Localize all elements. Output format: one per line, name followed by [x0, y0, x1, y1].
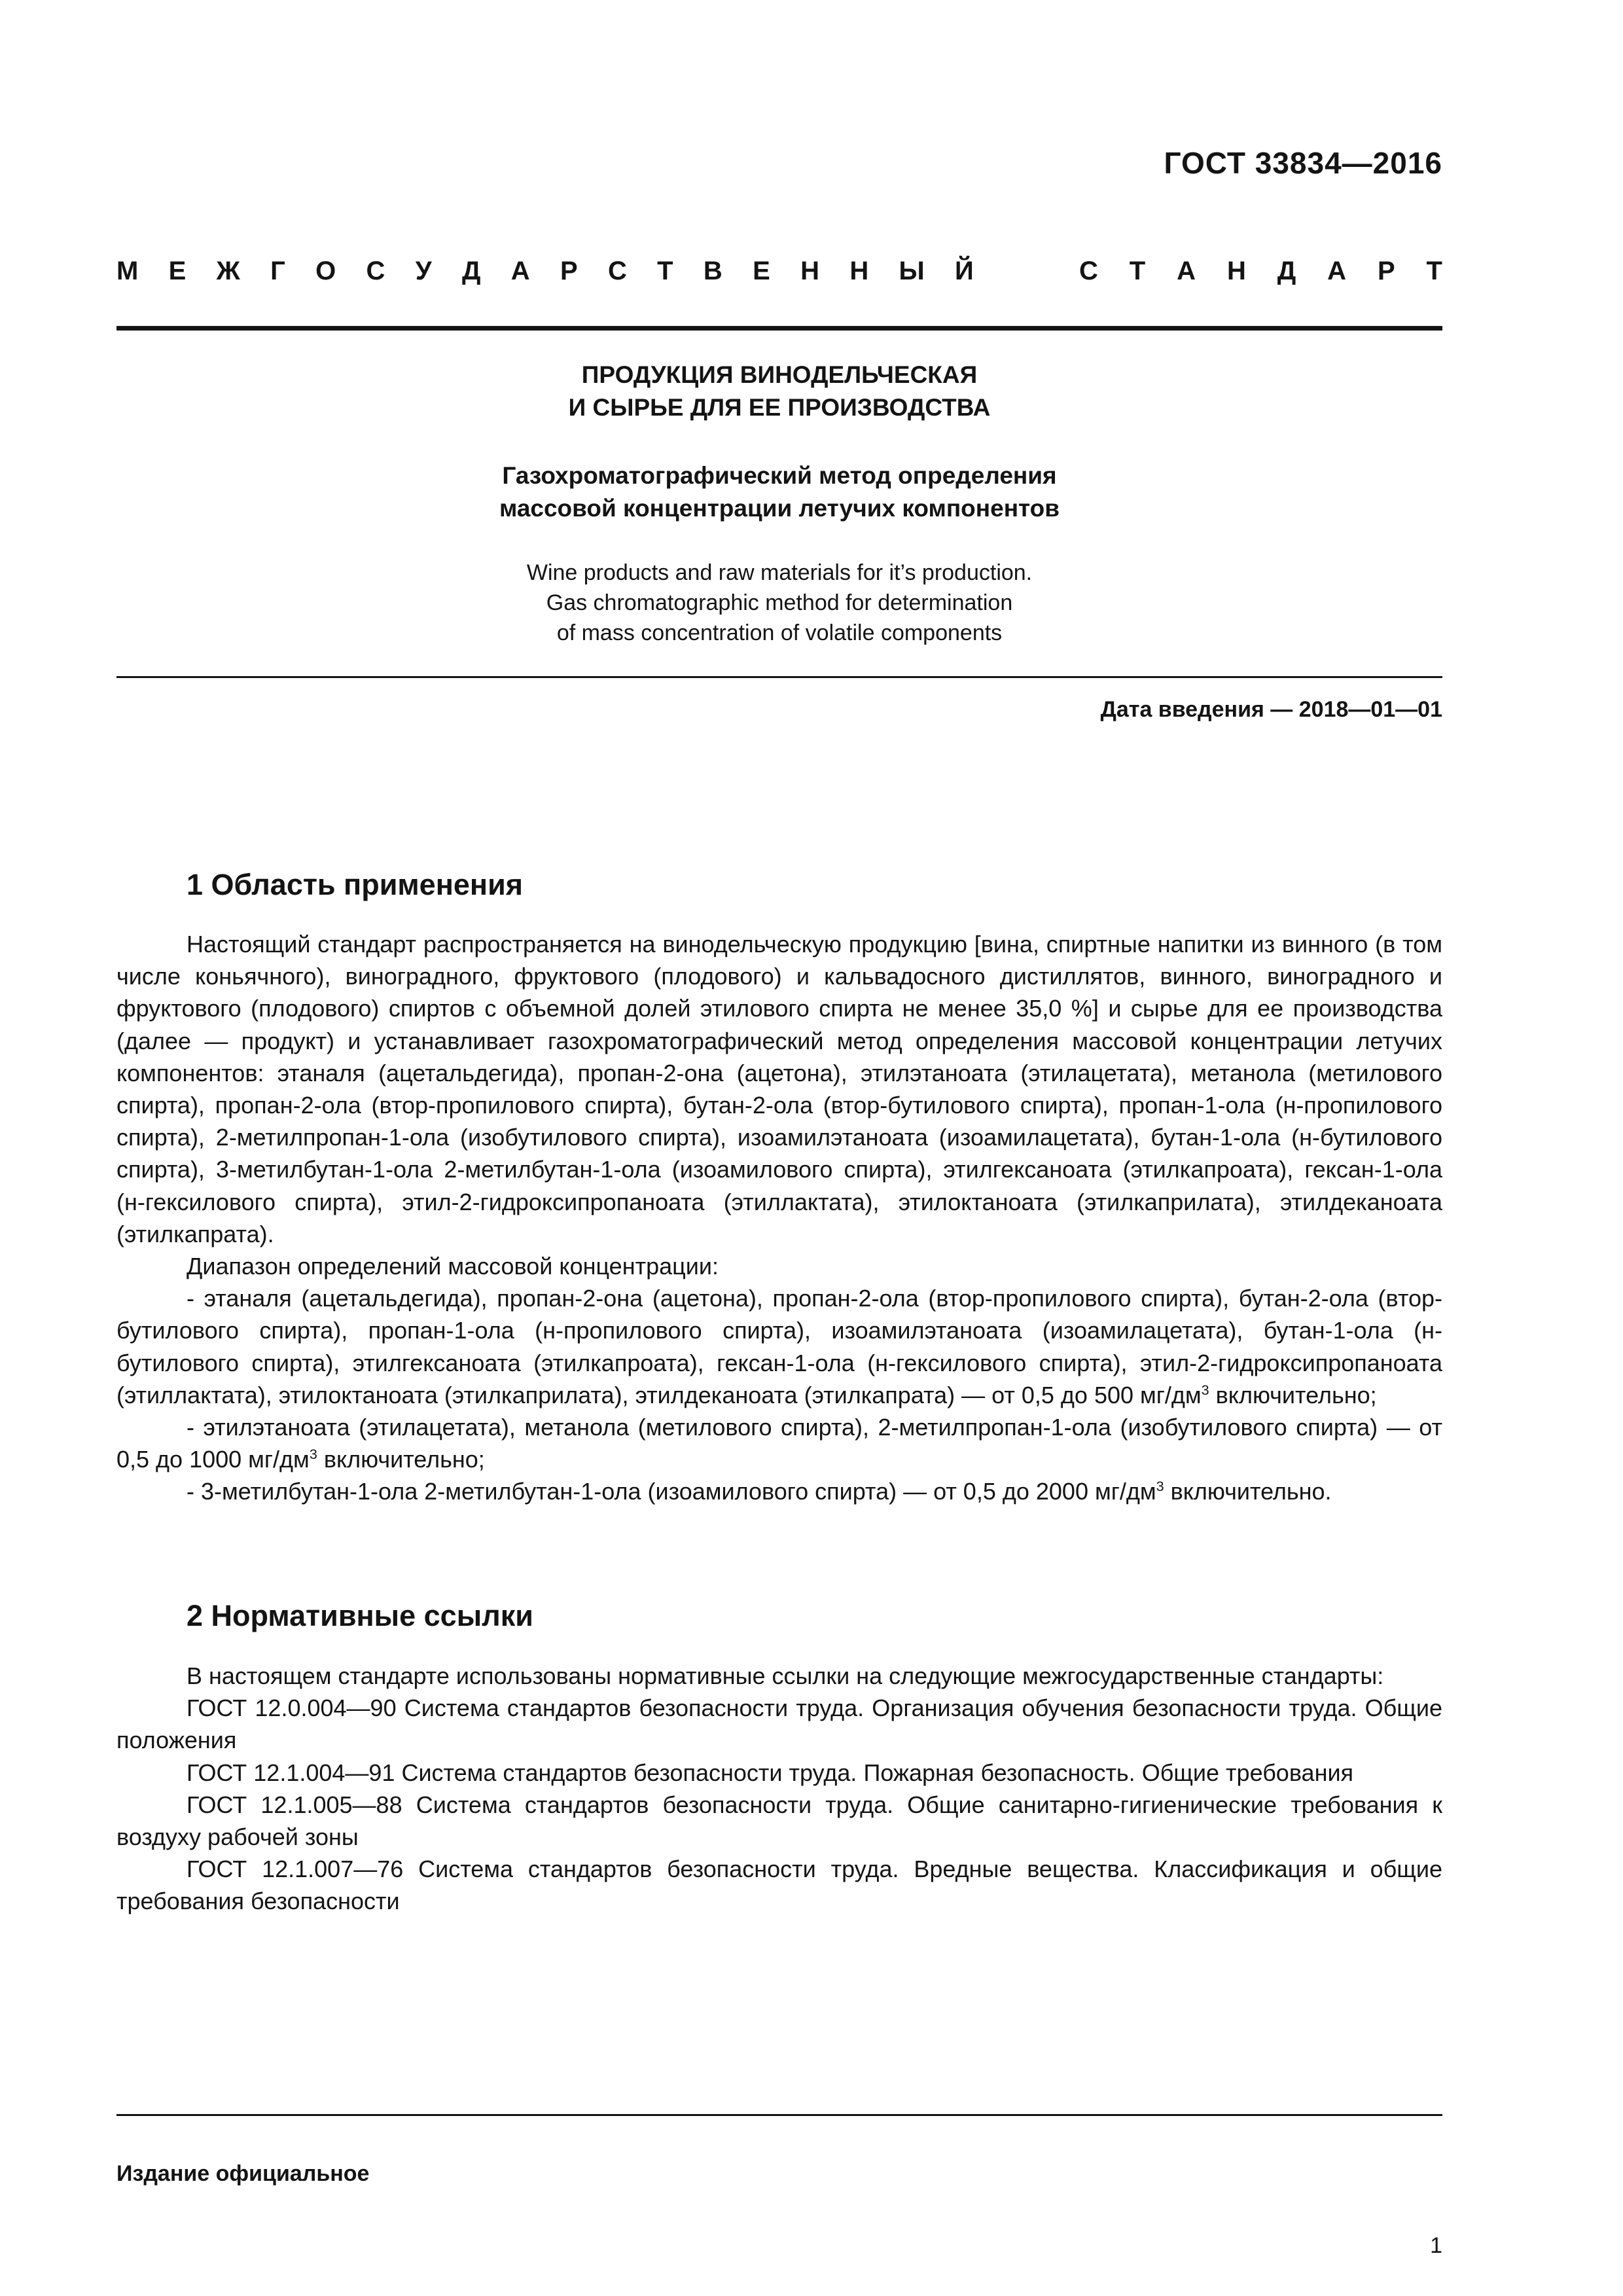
reference-item: ГОСТ 12.0.004—90 Система стандартов безопасности труда. Организация обучения безопасности труда. Общие положения [116, 1695, 1442, 1754]
standard-type-word2: С Т А Н Д А Р Т [1079, 257, 1442, 285]
english-title-line-1: Wine products and raw materials for it’s production. [526, 560, 1033, 585]
document-subtitle [116, 459, 1442, 525]
page-number: 1 [1430, 2233, 1442, 2258]
english-title [116, 558, 1442, 648]
subtitle-line-1: Газохроматографический метод определения [502, 462, 1057, 489]
edition-label: Издание официальное [116, 2161, 370, 2186]
gost-number: ГОСТ 33834—2016 [1164, 146, 1442, 180]
range-item-2: - этилэтаноата (этилацетата), метанола (метилового спирта), 2-метилпропан-1-ола (изобутилового спирта) — от 0,5 до 1000 $мг/дм^3$ включительно; [116, 1414, 1442, 1473]
document-title [116, 359, 1442, 424]
range-intro: Диапазон определений массовой концентрации: [187, 1253, 719, 1280]
title-line-1: ПРОДУКЦИЯ ВИНОДЕЛЬЧЕСКАЯ [581, 361, 978, 388]
range-item-3: - 3-метилбутан-1-ола 2-метилбутан-1-ола (изоамилового спирта) — от 0,5 до 2000 $мг/дм^3$ включительно. [187, 1478, 1332, 1505]
reference-item: ГОСТ 12.1.007—76 Система стандартов безопасности труда. Вредные вещества. Классификация и общие требования безопасности [116, 1856, 1442, 1915]
header-rule [116, 326, 1442, 331]
english-title-line-3: of mass concentration of volatile components [556, 620, 1003, 645]
section-1-heading: 1 Область применения [187, 868, 524, 901]
standard-type-word1: М Е Ж Г О С У Д А Р С Т В Е Н Н Ы Й [116, 257, 974, 285]
standard-type-banner [116, 257, 1442, 286]
introduction-date: Дата введения — 2018—01—01 [1100, 697, 1442, 722]
title-line-2: И СЫРЬЕ ДЛЯ ЕЕ ПРОИЗВОДСТВА [568, 394, 991, 421]
range-item-1: - этаналя (ацетальдегида), пропан-2-она (ацетона), пропан-2-ола (втор-пропилового спирта), бутан-2-ола (втор-бутилового спирта), пропан-1-ола (н-пропилового спирта), изоамилэтаноата (изоамилацетата), бутан-1-ола (н-бутилового спирта), этилгексаноата (этилкапроата), гексан-1-ола (н-гексилового спирта), этил-2-гидроксипропаноата (этиллактата), этилоктаноата (этилкаприлата), этилдеканоата (этилкапрата) — от 0,5 до 500 $мг/дм^3$ включительно; [116, 1285, 1442, 1408]
section-1-paragraph: Настоящий стандарт распространяется на винодельческую продукцию [вина, спиртные напитки из винного (в том числе коньячного), виноградного, фруктового (плодового) и кальвадосного дистиллятов, винного, виноградного и фруктового (плодового) спиртов с объемной долей этилового спирта не менее 35,0 %] и сырье для ее производства (далее — продукт) и устанавливает газохроматографический метод определения массовой концентрации летучих компонентов: этаналя (ацетальдегида), пропан-2-она (ацетона), этилэтаноата (этилацетата), метанола (метилового спирта), пропан-2-ола (втор-пропилового спирта), бутан-2-ола (втор-бутилового спирта), пропан-1-ола (н-пропилового спирта), 2-метилпропан-1-ола (изобутилового спирта), изоамилэтаноата (изоамилацетата), бутан-1-ола (н-бутилового спирта), 3-метилбутан-1-ола 2-метилбутан-1-ола (изоамилового спирта), этилгексаноата (этилкапроата), гексан-1-ола (н-гексилового спирта), этил-2-гидроксипропаноата (этиллактата), этилоктаноата (этилкаприлата), этилдеканоата (этилкапрата). [116, 931, 1442, 1247]
subtitle-line-2: массовой концентрации летучих компонентов [499, 495, 1060, 522]
reference-item: ГОСТ 12.1.004—91 Система стандартов безопасности труда. Пожарная безопасность. Общие требования [187, 1759, 1354, 1786]
section-2-heading: 2 Нормативные ссылки [187, 1599, 533, 1632]
section-2-paragraph: В настоящем стандарте использованы нормативные ссылки на следующие межгосударственные стандарты: [187, 1662, 1384, 1689]
english-title-line-2: Gas chromatographic method for determination [546, 590, 1013, 615]
reference-item: ГОСТ 12.1.005—88 Система стандартов безопасности труда. Общие санитарно-гигиенические требования к воздуху рабочей зоны [116, 1791, 1442, 1851]
footer-rule [116, 2114, 1442, 2116]
section-2-body [116, 1660, 1442, 1918]
section-1-body [116, 928, 1442, 1508]
title-rule [116, 676, 1442, 678]
